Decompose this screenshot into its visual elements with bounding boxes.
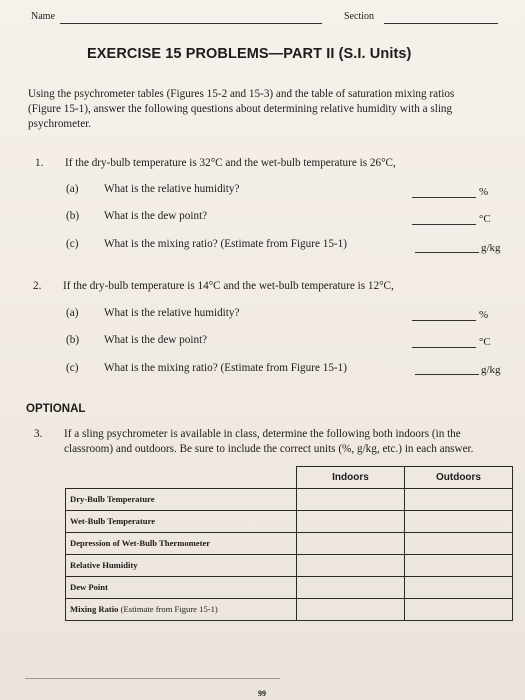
problem-1a-letter: (a)	[66, 183, 79, 195]
row-label-wet-bulb: Wet-Bulb Temperature	[66, 510, 297, 532]
problem-1b-letter: (b)	[66, 210, 80, 222]
section-line[interactable]	[384, 23, 498, 24]
problem-1b-text: What is the dew point?	[104, 210, 208, 222]
table-row	[66, 532, 513, 554]
cell-dew-point-indoors[interactable]	[297, 576, 405, 598]
problem-2b-text: What is the dew point?	[104, 334, 208, 346]
intro-text: Using the psychrometer tables (Figures 15-2 and 15-3) and the table of saturation mixing ratios (Figure 15-1), answer the following questions about determining relative humidity with a sling psychrometer.	[28, 88, 455, 130]
problem-2a-text: What is the relative humidity?	[104, 307, 240, 319]
cell-wet-bulb-indoors[interactable]	[297, 510, 405, 532]
cell-mixing-ratio-outdoors[interactable]	[405, 598, 513, 620]
table-corner	[66, 467, 297, 489]
cell-dew-point-outdoors[interactable]	[405, 576, 513, 598]
cell-wet-bulb-outdoors[interactable]	[405, 510, 513, 532]
problem-2c-unit: g/kg	[481, 364, 501, 376]
table-row	[66, 554, 513, 576]
problem-1a-answer-line[interactable]	[412, 197, 476, 198]
row-label-dry-bulb: Dry-Bulb Temperature	[66, 488, 297, 510]
problem-3-number: 3.	[34, 428, 43, 440]
page-number: 99	[258, 689, 266, 698]
page-title: EXERCISE 15 PROBLEMS—PART II (S.I. Units)	[87, 46, 412, 62]
cell-relative-humidity-indoors[interactable]	[297, 554, 405, 576]
row-label-relative-humidity: Relative Humidity	[66, 554, 297, 576]
cell-depression-indoors[interactable]	[297, 532, 405, 554]
table-row	[66, 576, 513, 598]
table-header-row	[66, 467, 513, 489]
measurement-table	[65, 466, 513, 621]
table-row	[66, 488, 513, 510]
footer-rule	[25, 678, 280, 679]
problem-2a-letter: (a)	[66, 307, 79, 319]
problem-1b-unit: °C	[479, 213, 491, 225]
row-label-mixing-ratio-text: Mixing Ratio	[70, 604, 119, 614]
problem-1c-answer-line[interactable]	[415, 252, 479, 253]
problem-3-text-line1: If a sling psychrometer is available in class, determine the following both indoors (in the	[64, 428, 461, 440]
section-label: Section	[344, 11, 374, 22]
problem-2c-answer-line[interactable]	[415, 374, 479, 375]
problem-1-number: 1.	[35, 157, 44, 169]
problem-1c-letter: (c)	[66, 238, 79, 250]
column-header-outdoors: Outdoors	[405, 467, 513, 489]
row-label-mixing-ratio-note: (Estimate from Figure 15-1)	[120, 604, 218, 614]
cell-mixing-ratio-indoors[interactable]	[297, 598, 405, 620]
optional-heading: OPTIONAL	[26, 403, 86, 415]
problem-1a-text: What is the relative humidity?	[104, 183, 240, 195]
problem-2b-unit: °C	[479, 336, 491, 348]
cell-dry-bulb-outdoors[interactable]	[405, 488, 513, 510]
row-label-mixing-ratio	[66, 598, 297, 620]
problem-2c-letter: (c)	[66, 362, 79, 374]
table-row	[66, 510, 513, 532]
problem-1c-unit: g/kg	[481, 242, 501, 254]
cell-relative-humidity-outdoors[interactable]	[405, 554, 513, 576]
problem-2a-answer-line[interactable]	[412, 320, 476, 321]
column-header-indoors: Indoors	[297, 467, 405, 489]
problem-2c-text: What is the mixing ratio? (Estimate from Figure 15-1)	[104, 362, 347, 374]
name-label: Name	[31, 11, 55, 22]
name-line[interactable]	[60, 23, 322, 24]
cell-depression-outdoors[interactable]	[405, 532, 513, 554]
problem-1a-unit: %	[479, 186, 489, 198]
problem-2-number: 2.	[33, 280, 42, 292]
problem-1b-answer-line[interactable]	[412, 224, 476, 225]
problem-2b-letter: (b)	[66, 334, 80, 346]
table-row	[66, 598, 513, 620]
problem-3-text-line2: classroom) and outdoors. Be sure to include the correct units (%, g/kg, etc.) in each answer.	[64, 443, 474, 455]
row-label-depression: Depression of Wet-Bulb Thermometer	[66, 532, 297, 554]
problem-2b-answer-line[interactable]	[412, 347, 476, 348]
cell-dry-bulb-indoors[interactable]	[297, 488, 405, 510]
problem-1c-text: What is the mixing ratio? (Estimate from Figure 15-1)	[104, 238, 347, 250]
problem-1-text: If the dry-bulb temperature is 32°C and the wet-bulb temperature is 26°C,	[65, 157, 396, 169]
problem-2a-unit: %	[479, 309, 489, 321]
problem-2-text: If the dry-bulb temperature is 14°C and the wet-bulb temperature is 12°C,	[63, 280, 394, 292]
row-label-dew-point: Dew Point	[66, 576, 297, 598]
